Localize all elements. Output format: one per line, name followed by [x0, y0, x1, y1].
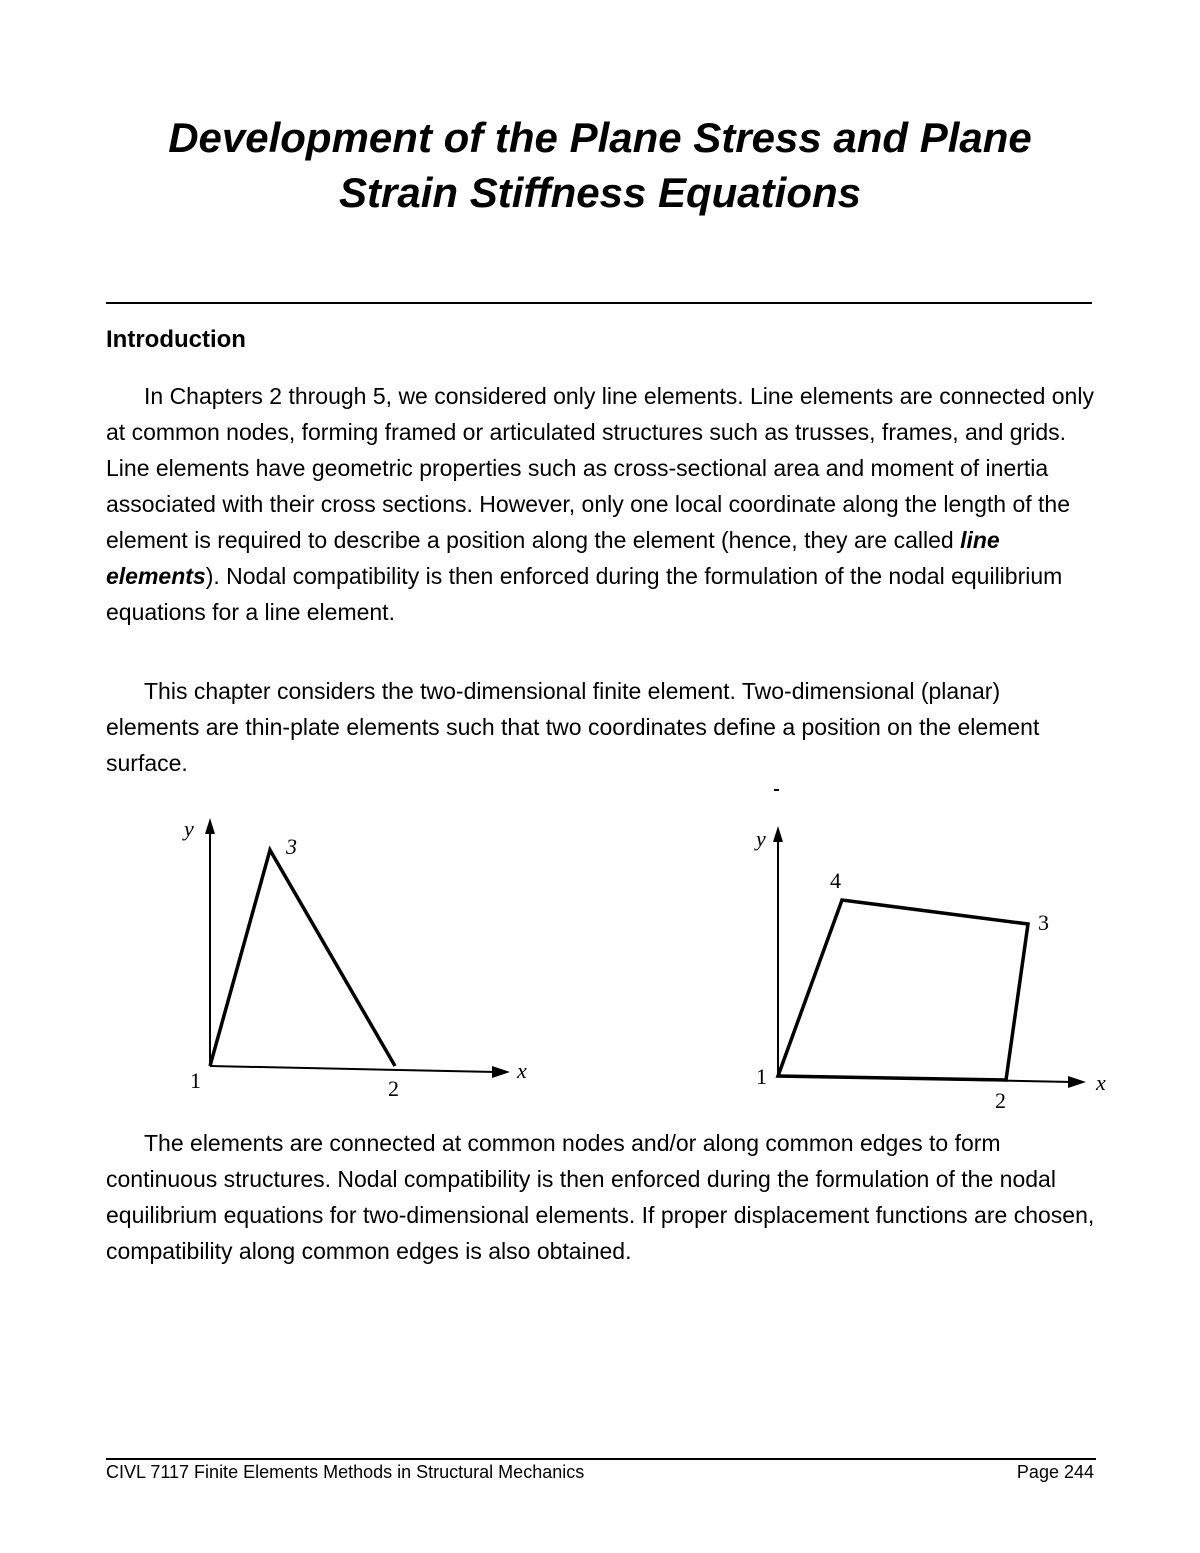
- quad-x-label: x: [1096, 1070, 1106, 1095]
- footer-divider: [106, 1458, 1096, 1460]
- paragraph-2-text: This chapter considers the two-dimensional finite element. Two-dimensional (planar) elements are thin-plate elements such that two coordinates define a position on the element surface.: [106, 678, 1040, 776]
- triangle-y-arrowhead: [205, 818, 215, 834]
- triangle-node-2-label: 2: [388, 1076, 399, 1101]
- quad-x-arrowhead: [1068, 1076, 1086, 1088]
- paragraph-1-text-b: ). Nodal compatibility is then enforced during the formulation of the nodal equilibrium equations for a line element.: [106, 563, 1063, 625]
- triangle-node-3-label: 3: [286, 834, 297, 859]
- paragraph-1-emphasis: line elements: [106, 527, 1000, 589]
- footer-page-number: Page 244: [1016, 1462, 1094, 1482]
- triangle-element-outline: [210, 850, 395, 1066]
- quad-node-1-label: 1: [756, 1064, 767, 1089]
- triangle-y-label: y: [184, 816, 194, 841]
- quad-node-4-label: 4: [830, 868, 841, 893]
- quad-node-2-label: 2: [995, 1088, 1006, 1113]
- page-title: [0, 110, 1200, 220]
- quad-y-label: y: [756, 826, 766, 851]
- quadrilateral-element-figure: [740, 780, 1120, 1120]
- triangle-node-1-label: 1: [190, 1068, 201, 1093]
- quadrilateral-element-outline: [778, 900, 1028, 1080]
- title-line-2: Strain Stiffness Equations: [339, 169, 861, 216]
- paragraph-3-text: The elements are connected at common nodes and/or along common edges to form continuous structures. Nodal compatibility is then enforced during the formulation of the nodal equilibrium equations for two-dimensional elements. If proper displacement functions are chosen, compatibility along common edges is also obtained.: [106, 1130, 1095, 1264]
- quad-y-arrowhead: [773, 826, 783, 842]
- paragraph-2: [106, 673, 1096, 781]
- triangle-x-axis: [210, 1066, 496, 1072]
- paragraph-1-text-a: In Chapters 2 through 5, we considered only line elements. Line elements are connected only at common nodes, forming framed or articulated structures such as trusses, frames, and grids. Line elements have geometric properties such as cross-sectional area and moment of inertia associated with their cross sections. However, only one local coordinate along the length of the element is required to describe a position along the element (hence, they are called: [106, 383, 1094, 553]
- triangle-x-label: x: [517, 1058, 527, 1083]
- quad-node-3-label: 3: [1038, 910, 1049, 935]
- quadrilateral-stray-mark: [774, 789, 779, 791]
- section-heading-introduction: Introduction: [106, 326, 246, 353]
- footer-course-title: CIVL 7117 Finite Elements Methods in Structural Mechanics: [106, 1462, 585, 1482]
- title-divider: [106, 302, 1092, 304]
- paragraph-3: [106, 1125, 1096, 1269]
- title-line-1: Development of the Plane Stress and Plane: [168, 114, 1032, 161]
- triangle-element-figure: [170, 810, 540, 1110]
- paragraph-1: [106, 378, 1096, 630]
- triangle-x-arrowhead: [492, 1066, 510, 1078]
